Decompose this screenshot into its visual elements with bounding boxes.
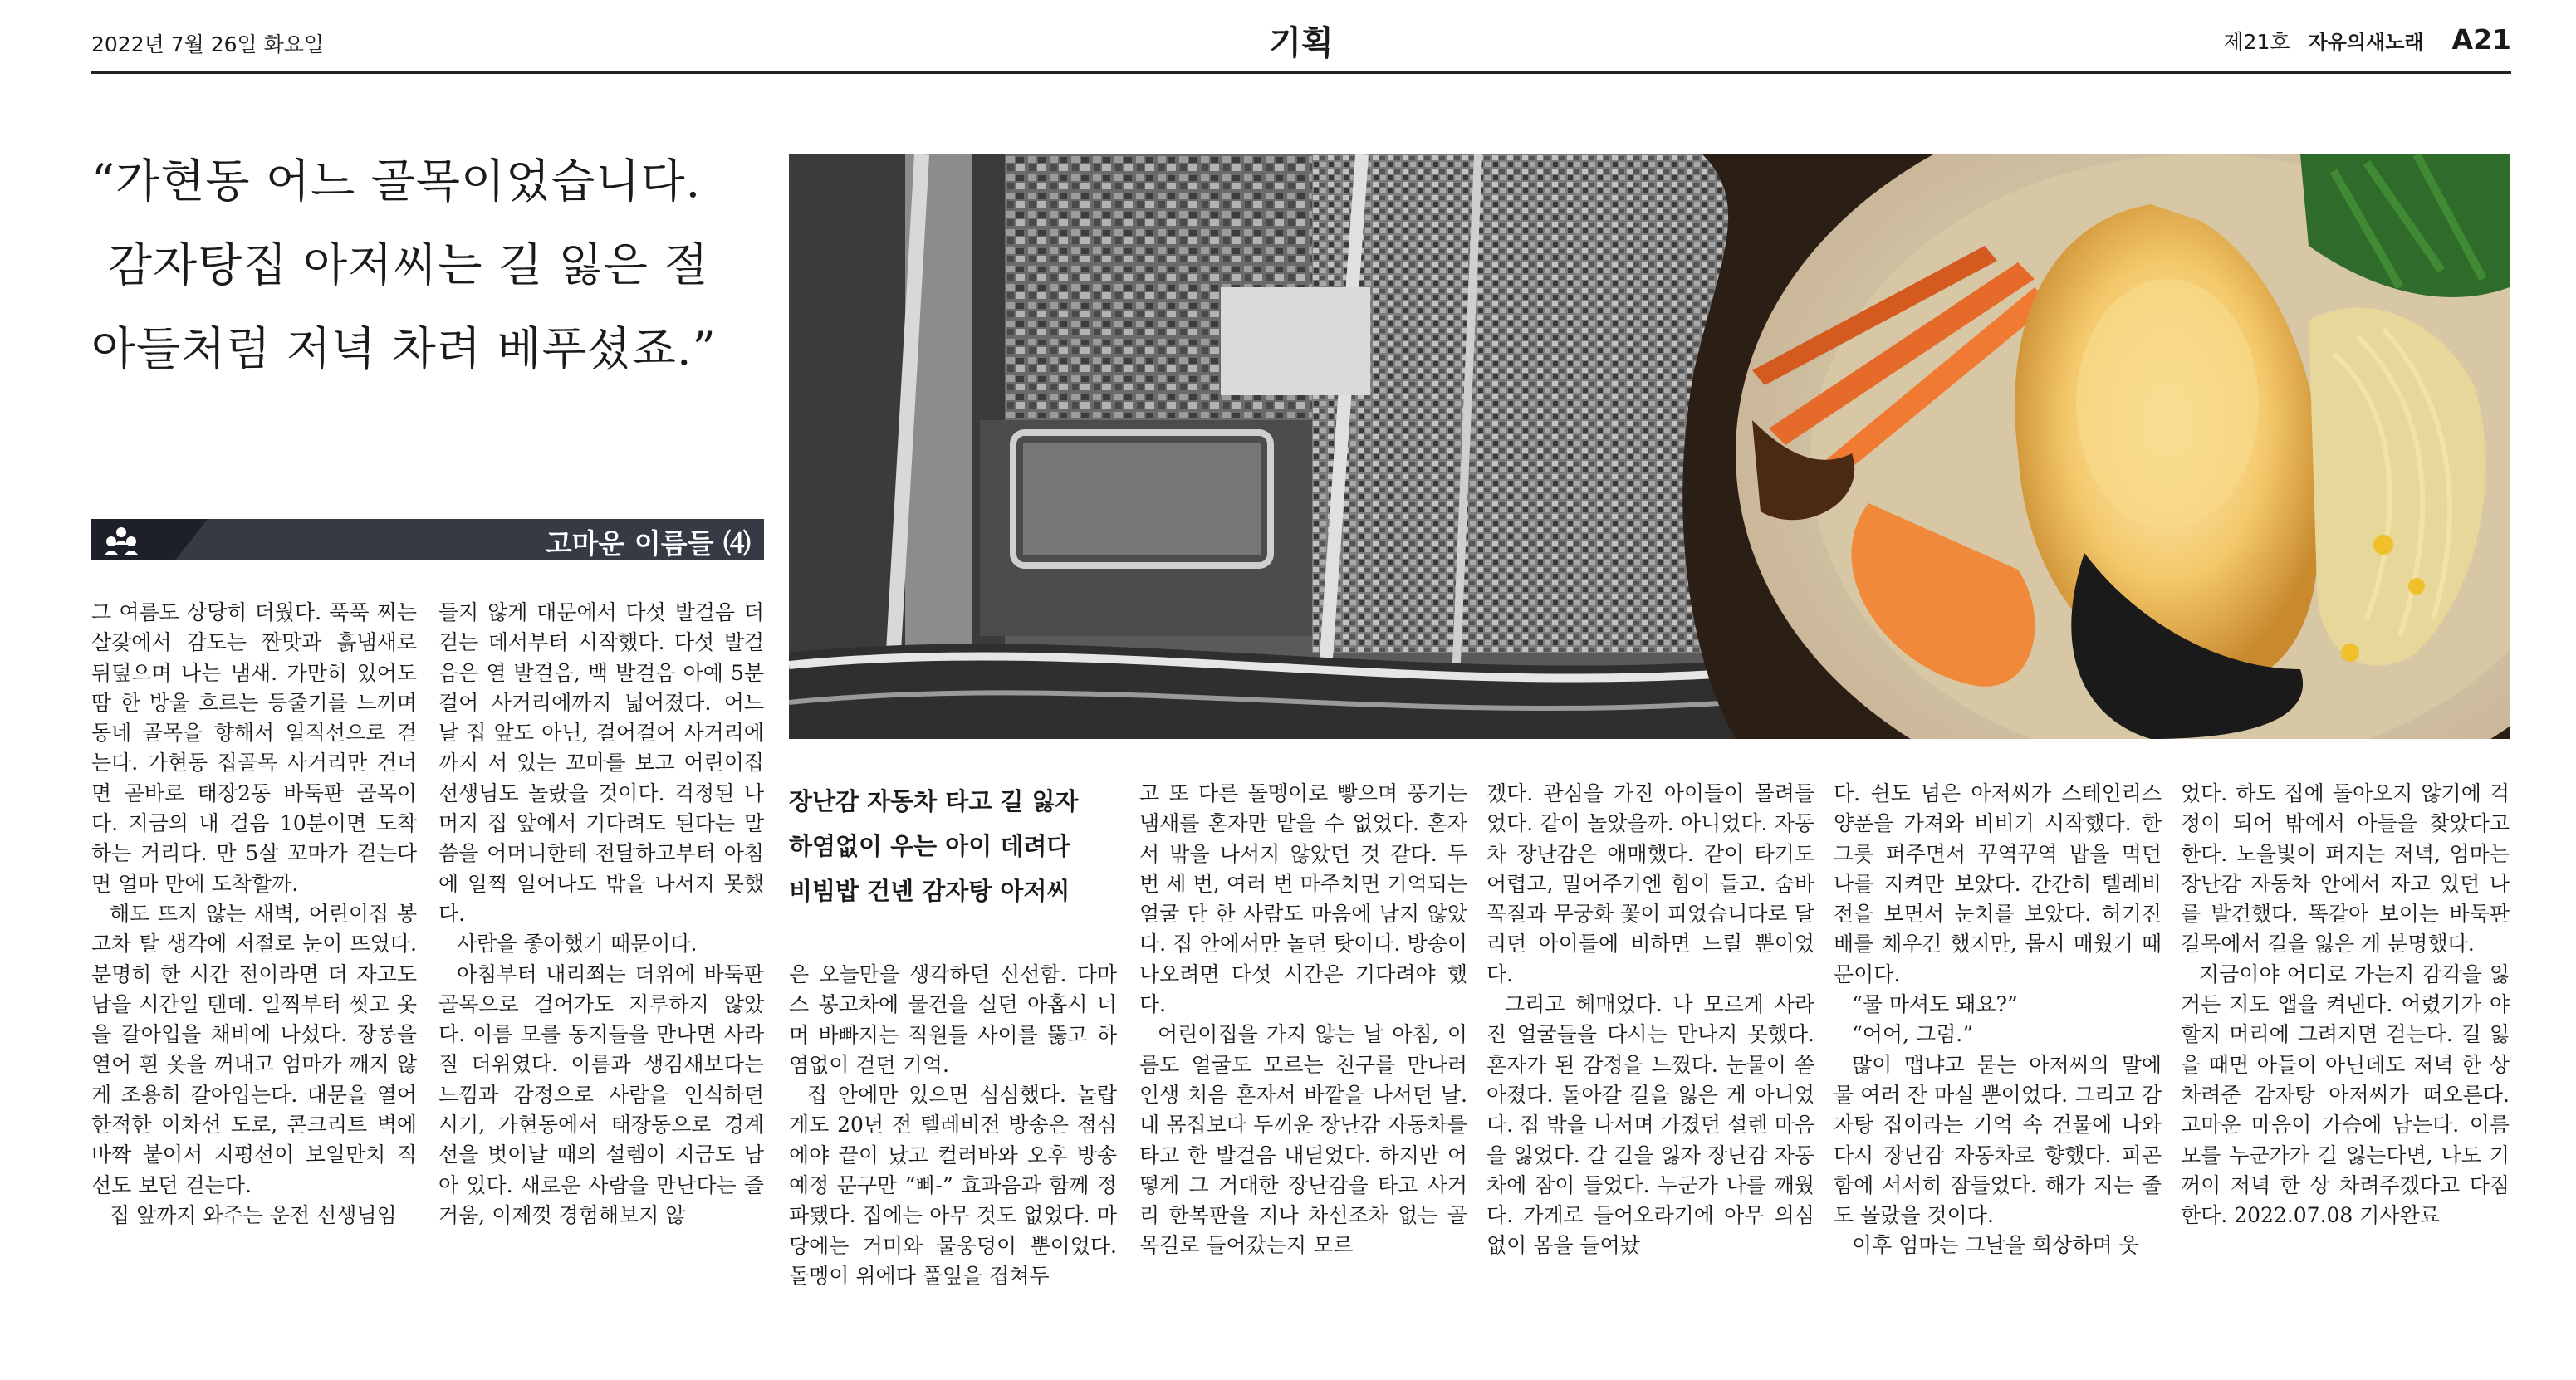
- paragraph: 었다. 하도 집에 돌아오지 않기에 걱정이 되어 밖에서 아들을 찾았다고 한다. 노을빛이 퍼지는 저녁, 엄마는 장난감 자동차 안에서 자고 있던 나를 발견했다. 똑같아 보이는 바둑판 길목에서 길을 잃은 게 분명했다.: [2181, 781, 2510, 957]
- issue-number: 제21호: [2223, 30, 2290, 54]
- pull-quote-line: 감자탕집 아저씨는 길 잃은 절: [108, 238, 709, 291]
- header-right: [2223, 23, 2511, 56]
- pull-quote: [91, 139, 772, 391]
- headline-line: 장난감 자동차 타고 길 잃자: [789, 787, 1079, 815]
- headline-line: 비빔밥 건넨 감자탕 아저씨: [789, 877, 1070, 905]
- article-column-6: [1834, 779, 2162, 1261]
- paragraph: 다. 쉰도 넘은 아저씨가 스테인리스 양푼을 가져와 비비기 시작했다. 한 그릇 퍼주면서 꾸역꾸역 밥을 먹던 나를 지켜만 보았다. 간간히 텔레비전을 보면서 눈치를 보았다. 허기진 배를 채우긴 했지만, 몹시 매웠기 때문이다.: [1834, 781, 2162, 986]
- article-headline: [789, 779, 1121, 913]
- paragraph: 집 앞까지 와주는 운전 선생님임: [110, 1202, 397, 1227]
- paragraph: 이후 엄마는 그날을 회상하며 웃: [1852, 1233, 2139, 1258]
- paragraph: “물 마셔도 돼요?”: [1852, 992, 2018, 1017]
- article-column-2: [438, 598, 764, 1231]
- article-column-4: [1139, 779, 1467, 1261]
- article-column-7: [2181, 779, 2510, 1231]
- people-group-icon: [103, 525, 140, 555]
- series-title: 고마운 이름들 ⑷: [545, 527, 751, 560]
- article-photo: [789, 154, 2510, 739]
- paragraph: 그 여름도 상당히 더웠다. 푹푹 찌는 살갗에서 감도는 짠맛과 흙냄새로 뒤덮으며 나는 냄새. 가만히 있어도 땀 한 방울 흐르는 등줄기를 느끼며 동네 골목을 향해서 일직선으로 걷는다. 가현동 집골목 사거리만 건너면 곧바로 태장2동 바둑판 골목이다. 지금의 내 걸음 10분이면 도착하는 거리다. 만 5살 꼬마가 걷는다면 얼마 만에 도착할까.: [91, 600, 417, 896]
- paragraph: 은 오늘만을 생각하던 신선함. 다마스 봉고차에 물건을 실던 아홉시 너머 바빠지는 직원들 사이를 뚫고 하염없이 걷던 기억.: [789, 962, 1117, 1077]
- photo-composite: [789, 154, 2510, 739]
- paragraph: 지금이야 어디로 가는지 감각을 잃거든 지도 앱을 켜낸다. 어렸기가 야 할지 머리에 그려지면 걷는다. 길 잃을 때면 아들이 아닌데도 저녁 한 상 차려준 감자탕 아저씨가 떠오른다. 고마운 마음이 가슴에 남는다. 이름 모를 누군가가 길 잃는다면, 나도 기꺼이 저녁 한 상 차려주겠다고 다짐한다. 2022.07.08 기사완료: [2181, 962, 2510, 1228]
- bibimbap-photo: [1682, 154, 2510, 739]
- paragraph: 아침부터 내리쬐는 더위에 바둑판 골목으로 걸어가도 지루하지 않았다. 이름 모를 동지들을 만나면 사라질 더위였다. 이름과 생김새보다는 느낌과 감정으로 사람을 인식하던 시기, 가현동에서 태장동으로 경계선을 벗어날 때의 설렘이 지금도 남아 있다. 새로운 사람을 만난다는 즐거움, 이제껏 경험해보지 않: [438, 962, 764, 1227]
- section-title: 기획: [1269, 24, 1334, 62]
- paragraph: 집 안에만 있으면 심심했다. 놀랍게도 20년 전 텔레비전 방송은 점심에야 끝이 났고 컬러바와 오후 방송 예정 문구만 “삐-” 효과음과 함께 정파됐다. 집에는 아무 것도 없었다. 마당에는 거미와 물웅덩이 뿐이었다. 돌멩이 위에다 풀잎을 겹쳐두: [789, 1083, 1117, 1288]
- article-column-5: [1486, 779, 1814, 1261]
- article-column-3: [789, 960, 1117, 1291]
- article-column-1: [91, 598, 417, 1231]
- publication-name: 자유의새노래: [2308, 31, 2424, 54]
- pull-quote-line: “가현동 어느 골목이었습니다.: [91, 154, 702, 208]
- pull-quote-line: 아들처럼 저녁 차려 베푸셨죠.”: [91, 322, 717, 375]
- paragraph: 고 또 다른 돌멩이로 빻으며 풍기는 냄새를 혼자만 맡을 수 없었다. 혼자서 밖을 나서지 않았던 것 같다. 두 번 세 번, 여러 번 마주치면 기억되는 얼굴 단 한 사람도 마음에 남지 않았다. 집 안에서만 놀던 탓이다. 방송이 나오려면 다섯 시간은 기다려야 했다.: [1139, 781, 1467, 1017]
- paragraph: 그리고 헤매었다. 나 모르게 사라진 얼굴들을 다시는 만나지 못했다. 혼자가 된 감정을 느꼈다. 눈물이 쏟아졌다. 돌아갈 길을 잃은 게 아니었다. 집 밖을 나서며 가졌던 설렌 마음을 잃었다. 갈 길을 잃자 장난감 자동차에 잠이 들었다. 누군가 나를 깨웠다. 가게로 들어오라기에 아무 의심 없이 몸을 들여놨: [1486, 992, 1814, 1258]
- paragraph: 들지 않게 대문에서 다섯 발걸음 더 걷는 데서부터 시작했다. 다섯 발걸음은 열 발걸음, 백 발걸음 아예 5분 걸어 사거리에까지 넓어졌다. 어느 날 집 앞도 아닌, 걸어걸어 사거리에 까지 서 있는 꼬마를 보고 어린이집 선생님도 놀랐을 것이다. 걱정된 나머지 집 앞에서 기다려도 된다는 말씀을 어머니한테 전달하고부터 아침에 일찍 일어나도 밖을 나서지 못했다.: [438, 600, 764, 926]
- paragraph: 어린이집을 가지 않는 날 아침, 이름도 얼굴도 모르는 친구를 만나러 인생 처음 혼자서 바깥을 나서던 날. 내 몸집보다 두꺼운 장난감 자동차를 타고 한 발걸음 내딛었다. 하지만 어떻게 그 거대한 장난감을 타고 사거리 한복판을 지나 차선조차 없는 골목길로 들어갔는지 모르: [1139, 1022, 1467, 1258]
- series-banner: [91, 519, 764, 560]
- page-header: [91, 0, 2511, 74]
- paragraph: 해도 뜨지 않는 새벽, 어린이집 봉고차 탈 생각에 저절로 눈이 뜨였다. 분명히 한 시간 전이라면 더 자고도 남을 시간일 텐데. 일찍부터 씻고 옷을 갈아입을 채비에 나섰다. 장롱을 열어 흰 옷을 꺼내고 엄마가 깨지 않게 조용히 갈아입는다. 대문을 열어 한적한 이차선 도로, 콘크리트 벽에 바짝 붙어서 지평선이 보일만치 직선도 보던 걷는다.: [91, 901, 417, 1197]
- paragraph: 겠다. 관심을 가진 아이들이 몰려들었다. 같이 놀았을까. 아니었다. 자동차 장난감은 애매했다. 같이 타기도 어렵고, 밀어주기엔 힘이 들고. 숨바꼭질과 무궁화 꽃이 피었습니다로 달리던 아이들에 비하면 느릴 뿐이었다.: [1486, 781, 1814, 986]
- headline-line: 하염없이 우는 아이 데려다: [789, 832, 1070, 860]
- paragraph: “어어, 그럼.”: [1852, 1022, 1974, 1047]
- paragraph: 사람을 좋아했기 때문이다.: [457, 932, 698, 957]
- issue-date: 2022년 7월 26일 화요일: [91, 32, 325, 56]
- page-number: A21: [2451, 23, 2511, 56]
- paragraph: 많이 맵냐고 묻는 아저씨의 말에 물 여러 잔 마실 뿐이었다. 그리고 감자탕 집이라는 기억 속 건물에 나와 다시 장난감 자동차로 향했다. 피곤함에 서서히 잠들었다. 해가 지는 줄도 몰랐을 것이다.: [1834, 1052, 2162, 1228]
